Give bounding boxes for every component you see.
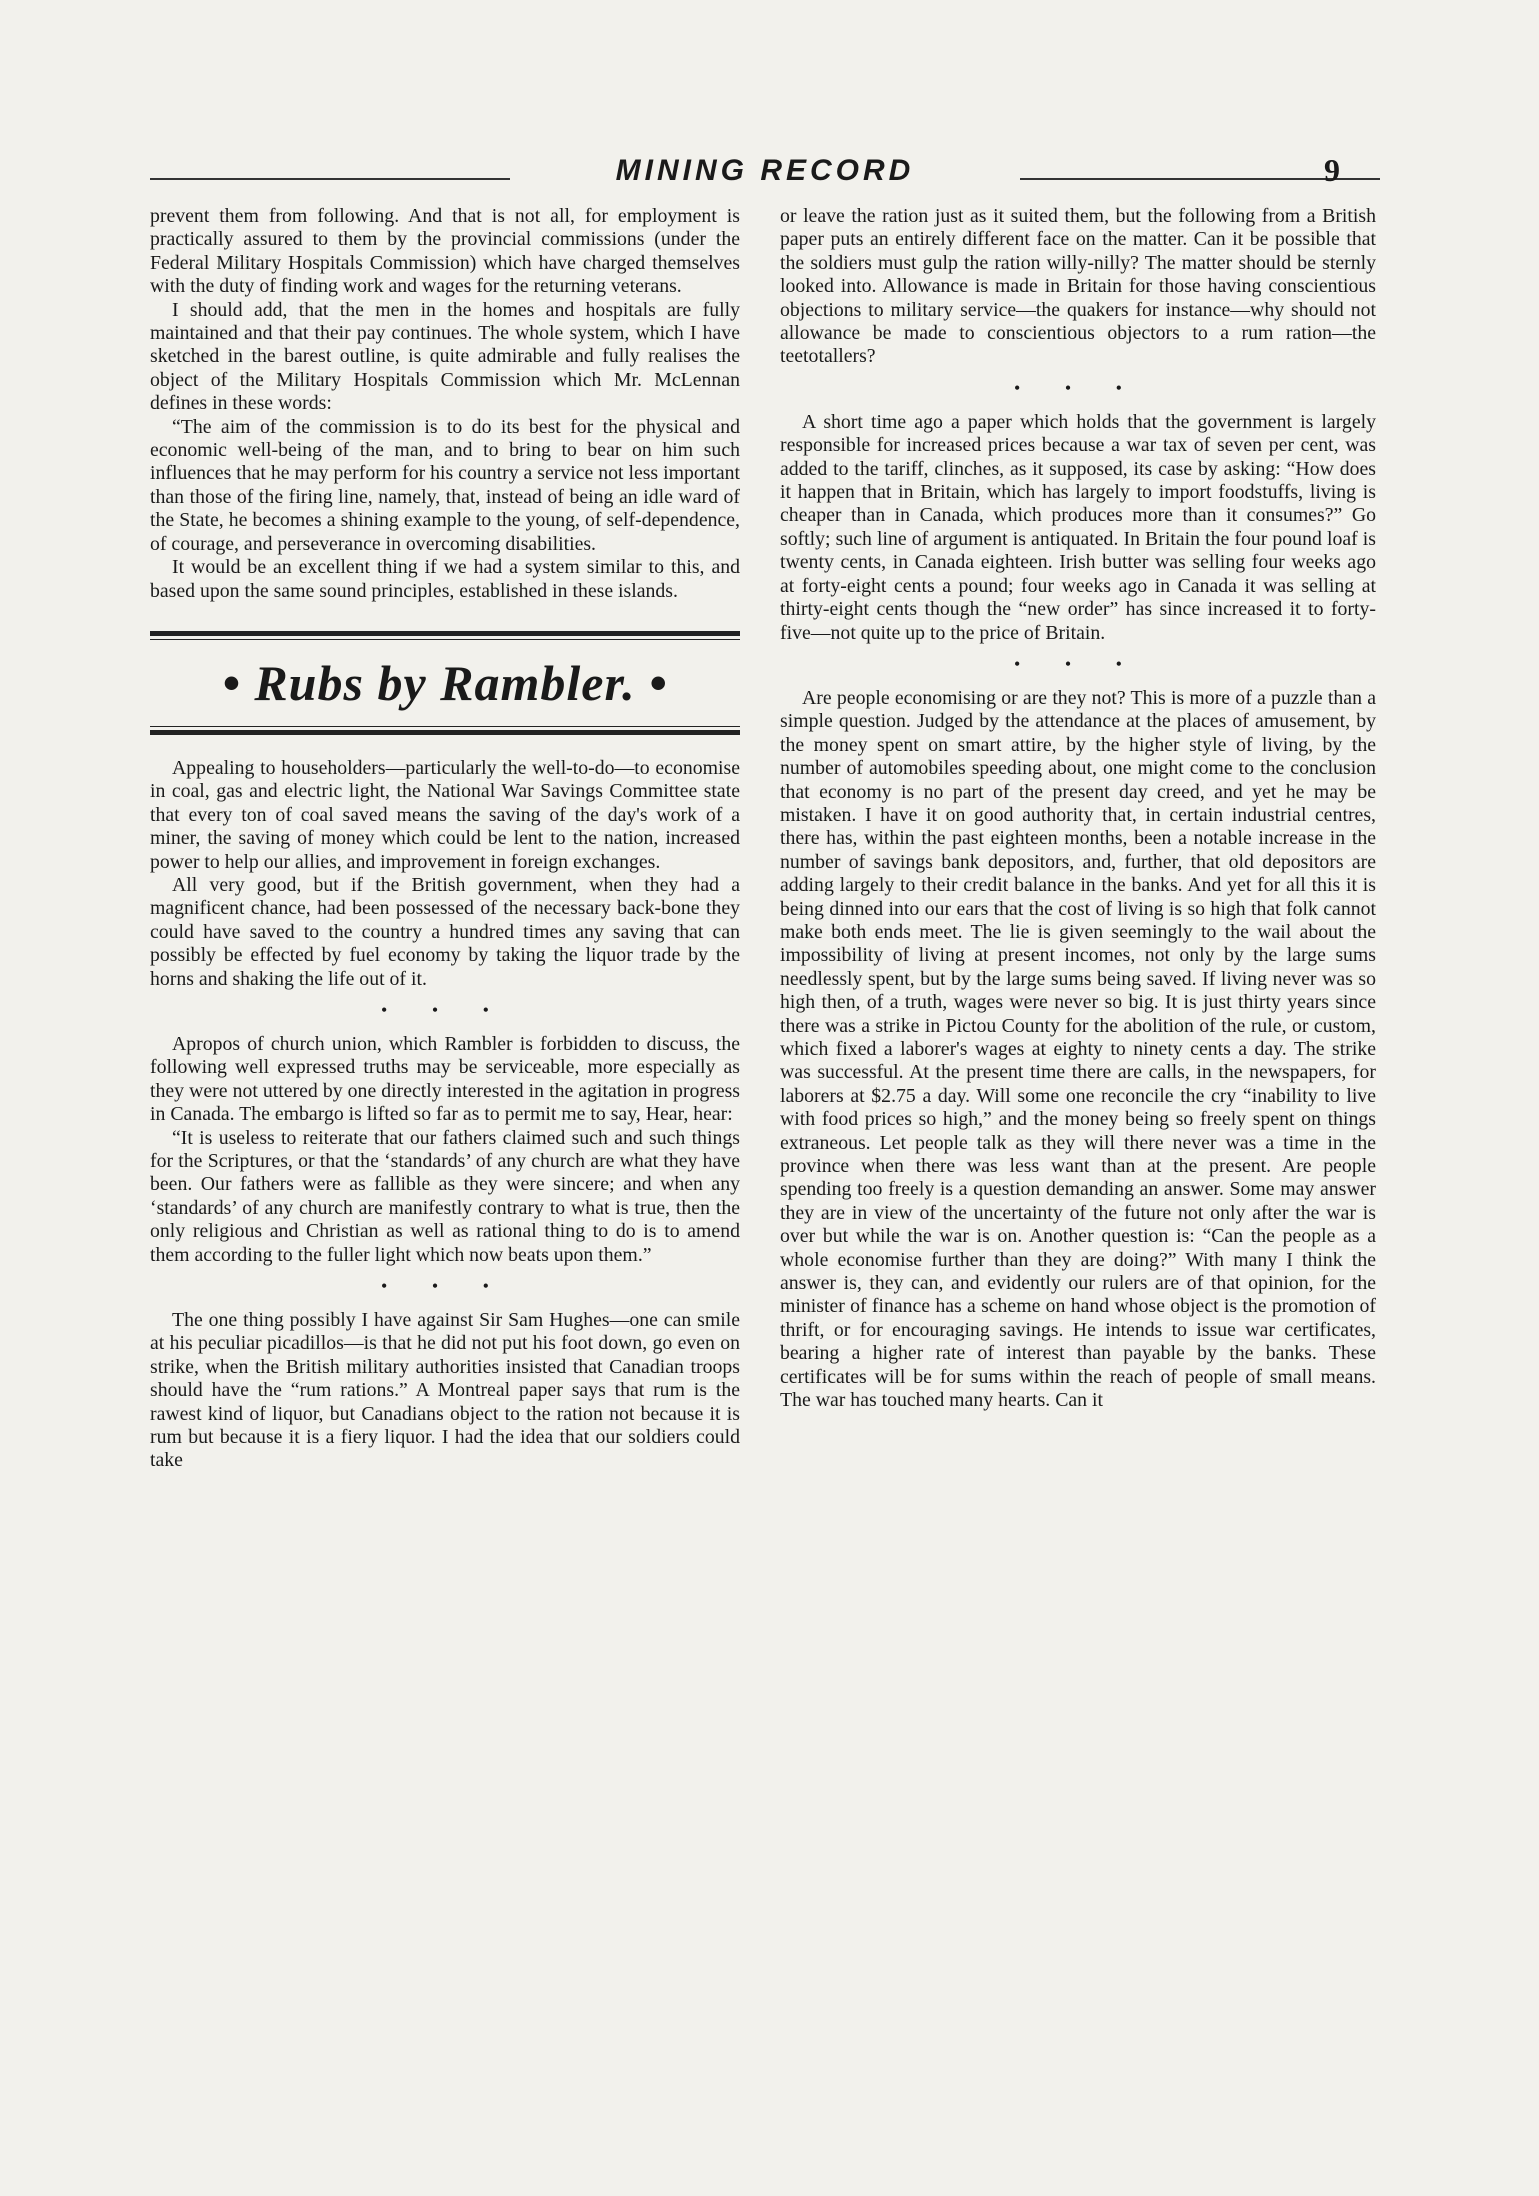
publication-title: MINING RECORD [615, 154, 915, 187]
paragraph: A short time ago a paper which holds that the government is largely responsible for increased prices because a war tax of seven per cent, was added to the tariff, clinches, as it supposed, its case by asking: “How does it happen that in Britain, which has largely to import foodstuffs, living is cheaper than in Canada, which produces more than it consumes?” Go softly; such line of argument is antiquated. In Britain the four pound loaf is twenty cents, in Canada eighteen. Irish butter was selling four weeks ago at forty-eight cents a pound; four weeks ago in Canada it was selling at thirty-eight cents though the “new order” has since increased it to forty-five—not quite up to the price of Britain. [780, 410, 1376, 644]
page-number: 9 [1324, 152, 1340, 188]
paragraph: It would be an excellent thing if we had a system similar to this, and based upon the same sound principles, established in these islands. [150, 556, 740, 602]
paragraph: All very good, but if the British government, when they had a magnificent chance, had been possessed of the necessary back-bone they could have saved to the country a hundred times any saving that can possibly be effected by fuel economy by taking the liquor trade by the horns and shaking the life out of it. [150, 873, 740, 990]
paragraph: prevent them from following. And that is not all, for employment is practically assured to them by the provincial commissions (under the Federal Military Hospitals Commission) which have charged themselves with the duty of finding work and wages for the returning veterans. [150, 205, 740, 298]
left-column [150, 205, 740, 1473]
paragraph: The one thing possibly I have against Sir Sam Hughes—one can smile at his peculiar picadillos—is that he did not put his foot down, go even on strike, when the British military authorities insisted that Canadian troops should have the “rum rations.” A Montreal paper says that rum is the rawest kind of liquor, but Canadians object to the ration not because it is rum but because it is a fiery liquor. I had the idea that our soldiers could take [150, 1309, 740, 1472]
paragraph: Appealing to householders—particularly the well-to-do—to economise in coal, gas and electric light, the National War Savings Committee state that every ton of coal saved means the saving of the day's work of a miner, the saving of money which could be lent to the nation, increased power to help our allies, and improvement in foreign exchanges. [150, 756, 740, 873]
section-heading: • Rubs by Rambler. • [222, 654, 668, 711]
separator-dots: • • • [1014, 377, 1142, 398]
heading-rule [150, 726, 740, 727]
page-header [150, 148, 1380, 198]
separator-dots: • • • [381, 1276, 509, 1297]
section-heading-block [150, 631, 740, 735]
quoted-paragraph: “The aim of the commission is to do its best for the physical and economic well-being of the man, and to bring to bear on him such influences that he may perform for his country a service not less important than those of the firing line, namely, that, instead of being an idle ward of the State, he becomes a shining example to the young, of self-dependence, of courage, and perseverance in overcoming disabilities. [150, 415, 740, 555]
heading-rule [150, 730, 740, 735]
paragraph: I should add, that the men in the homes and hospitals are fully maintained and that their pay continues. The whole system, which I have sketched in the barest outline, is quite admirable and fully realises the object of the Military Hospitals Commission which Mr. McLennan defines in these words: [150, 298, 740, 415]
right-column [780, 205, 1376, 1413]
separator-dots: • • • [381, 999, 509, 1020]
paragraph: Apropos of church union, which Rambler is forbidden to discuss, the following well expressed truths may be serviceable, more especially as they were not uttered by one directly interested in the agitation in progress in Canada. The embargo is lifted so far as to permit me to say, Hear, hear: [150, 1032, 740, 1126]
heading-rule [150, 631, 740, 636]
paragraph: or leave the ration just as it suited them, but the following from a British paper puts an entirely different face on the matter. Can it be possible that the soldiers must gulp the ration willy-nilly? The matter should be sternly looked into. Allowance is made in Britain for those having conscientious objections to military service—the quakers for instance—why should not allowance be made to conscientious objectors to a rum ration—the teetotallers? [780, 205, 1376, 368]
paragraph: Are people economising or are they not? This is more of a puzzle than a simple question. Judged by the attendance at the places of amusement, by the money spent on smart attire, by the higher style of living, by the number of automobiles speeding about, one might come to the conclusion that economy is no part of the present day creed, and yet he may be mistaken. I have it on good authority that, in certain industrial centres, there has, within the past eighteen months, been a notable increase in the number of savings bank depositors, and, further, that old depositors are adding largely to their credit balance in the banks. And yet for all this it is being dinned into our ears that the cost of living is so high that folk cannot make both ends meet. The lie is given seemingly to the wail about the impossibility of living at present incomes, not only by the large sums needlessly spent, but by the large sums being saved. If living never was so high then, of a truth, wages were never so big. It is just thirty years since there was a strike in Pictou County for the abolition of the rule, or custom, which fixed a laborer's wages at eighty to ninety cents a day. The strike was successful. At the present time there are calls, in the newspapers, for laborers at $2.75 a day. Will some one reconcile the cry “inability to live with food prices so high,” and the money being so freely spent on things extraneous. Let people talk as they will there never was a time in the province when there was less want than at the present. Are people spending too freely is a question demanding an answer. Some may answer they are in view of the uncertainty of the future not only after the war is over but while the war is on. Another question is: “Can the people as a whole economise further than they are doing?” With many I think the answer is, they can, and evidently our rulers are of that opinion, for the minister of finance has a scheme on hand whose object is the promotion of thrift, or for encouraging savings. He intends to issue war certificates, bearing a higher rate of interest than payable by the banks. These certificates will be for sums within the reach of people of small means. The war has touched many hearts. Can it [780, 686, 1376, 1412]
separator-dots: • • • [1014, 653, 1142, 674]
header-rule-left [150, 178, 510, 180]
quoted-paragraph: “It is useless to reiterate that our fathers claimed such and such things for the Scriptures, or that the ‘standards’ of any church are what they have been. Our fathers were as fallible as they were sincere; and when any ‘standards’ of any church are manifestly contrary to what is true, then the only religious and Christian as well as rational thing to do is to amend them according to the fuller light which now beats upon them.” [150, 1126, 740, 1266]
